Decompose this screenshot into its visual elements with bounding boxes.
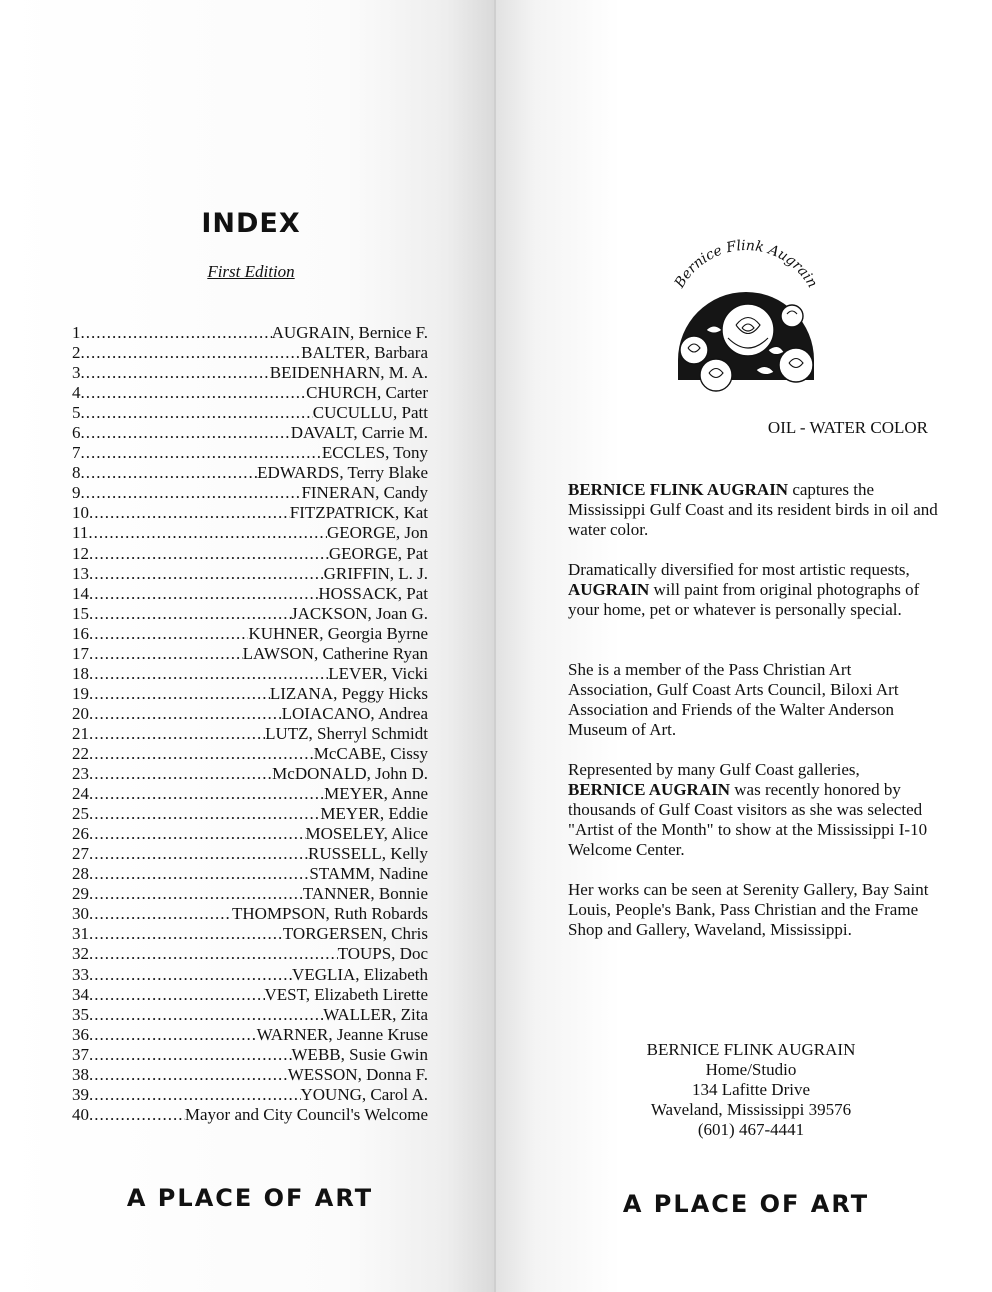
index-entry [72, 985, 428, 1005]
index-entry-number: 21 [72, 723, 89, 743]
index-entry-number: 33 [72, 964, 89, 984]
index-entry-number: 5 [72, 403, 81, 423]
contact-line-3: Waveland, Mississippi 39576 [650, 1100, 852, 1119]
contact-block [596, 1040, 906, 1140]
index-entry [72, 363, 428, 383]
rose-logo-icon [656, 230, 836, 400]
index-entry [72, 644, 428, 664]
index-entry-name: TORGERSEN, Chris [282, 924, 428, 944]
index-entry [72, 884, 428, 904]
index-leader-dots [81, 403, 313, 423]
index-entry-number: 13 [72, 563, 89, 583]
index-entry [72, 604, 428, 624]
index-leader-dots [89, 924, 283, 944]
index-entry [72, 1025, 428, 1045]
index-leader-dots [89, 704, 282, 724]
index-leader-dots [81, 323, 272, 343]
index-entry-number: 38 [72, 1064, 89, 1084]
index-leader-dots [81, 423, 291, 443]
index-entry-name: TOUPS, Doc [337, 944, 428, 964]
index-entry-name: YOUNG, Carol A. [300, 1084, 428, 1104]
index-entry [72, 904, 428, 924]
index-entry [72, 844, 428, 864]
contact-phone: (601) 467-4441 [697, 1120, 805, 1139]
right-footer-title: A PLACE OF ART [622, 1190, 870, 1218]
index-entry-name: THOMPSON, Ruth Robards [232, 904, 428, 924]
index-entry-number: 2 [72, 343, 81, 363]
index-entry [72, 483, 428, 503]
index-leader-dots [89, 1045, 292, 1065]
svg-text:Bernice Flink Augrain [671, 238, 820, 292]
index-entry-number: 24 [72, 784, 89, 804]
index-entry-name: LEVER, Vicki [328, 663, 428, 683]
index-entry-number: 37 [72, 1044, 89, 1064]
index-entry-number: 23 [72, 764, 89, 784]
index-entry-number: 10 [72, 503, 89, 523]
index-entry-number: 35 [72, 1004, 89, 1024]
index-entry [72, 944, 428, 964]
media-label: OIL - WATER COLOR [767, 418, 928, 437]
index-leader-dots [89, 864, 309, 884]
index-entry [72, 584, 428, 604]
index-leader-dots [81, 463, 258, 483]
index-entry-name: LOIACANO, Andrea [281, 703, 428, 723]
index-entry-name: LUTZ, Sherryl Schmidt [265, 723, 428, 743]
index-leader-dots [89, 1105, 185, 1125]
index-entry [72, 564, 428, 584]
index-entry-number: 14 [72, 583, 89, 603]
index-leader-dots [81, 383, 307, 403]
index-entry [72, 784, 428, 804]
index-entry-name: DAVALT, Carrie M. [290, 423, 428, 443]
index-entry-name: WALLER, Zita [323, 1004, 428, 1024]
index-entry-name: GEORGE, Pat [328, 543, 428, 563]
index-leader-dots [89, 664, 328, 684]
index-entry-name: MOSELEY, Alice [305, 824, 428, 844]
index-entry [72, 423, 428, 443]
index-entry-number: 27 [72, 844, 89, 864]
index-entry-number: 6 [72, 423, 81, 443]
index-entry-number: 9 [72, 483, 81, 503]
index-entry-number: 8 [72, 463, 81, 483]
index-entry [72, 1005, 428, 1025]
index-entry-number: 36 [72, 1024, 89, 1044]
index-entry-name: Mayor and City Council's Welcome [184, 1104, 428, 1124]
index-entry-number: 39 [72, 1084, 89, 1104]
index-entry-number: 29 [72, 884, 89, 904]
index-leader-dots [89, 944, 338, 964]
index-entry-number: 3 [72, 363, 81, 383]
paragraph-1-text: captures the Mississippi Gulf Coast and its resident birds in oil and water color. [568, 480, 938, 539]
index-leader-dots [89, 844, 308, 864]
contact-line-2: 134 Lafitte Drive [691, 1080, 810, 1099]
index-entry [72, 824, 428, 844]
index-entry [72, 1065, 428, 1085]
index-entry [72, 544, 428, 564]
index-entry-number: 25 [72, 804, 89, 824]
index-entry-number: 11 [72, 523, 89, 543]
index-entry-name: JACKSON, Joan G. [291, 603, 428, 623]
index-entry [72, 664, 428, 684]
index-entry-number: 28 [72, 864, 89, 884]
index-title: INDEX [201, 208, 301, 239]
index-list [72, 323, 428, 1125]
index-entry-number: 18 [72, 663, 89, 683]
paragraph-4-start: Represented by many Gulf Coast galleries, [568, 760, 860, 779]
artist-name-bold-2: BERNICE AUGRAIN [568, 780, 730, 799]
index-leader-dots [81, 363, 270, 383]
index-entry-name: VEST, Elizabeth Lirette [264, 984, 428, 1004]
index-entry-number: 31 [72, 924, 89, 944]
index-entry [72, 1045, 428, 1065]
index-entry-number: 20 [72, 703, 89, 723]
index-entry-name: TANNER, Bonnie [302, 884, 428, 904]
index-entry [72, 343, 428, 363]
index-leader-dots [89, 965, 292, 985]
right-page [496, 0, 992, 1292]
index-entry [72, 624, 428, 644]
artist-surname-bold: AUGRAIN [568, 580, 650, 599]
index-entry [72, 965, 428, 985]
index-leader-dots [89, 724, 265, 744]
left-footer-title: A PLACE OF ART [126, 1184, 374, 1212]
index-entry-name: GEORGE, Jon [326, 523, 428, 543]
index-leader-dots [89, 1005, 323, 1025]
index-entry [72, 684, 428, 704]
index-entry-name: MEYER, Anne [324, 784, 428, 804]
index-entry [72, 463, 428, 483]
index-entry-number: 12 [72, 543, 89, 563]
index-entry [72, 443, 428, 463]
index-leader-dots [89, 544, 329, 564]
paragraph-4 [568, 760, 938, 860]
index-entry-name: MEYER, Eddie [320, 804, 428, 824]
index-leader-dots [89, 1065, 288, 1085]
index-entry-name: RUSSELL, Kelly [308, 844, 428, 864]
index-entry-name: VEGLIA, Elizabeth [292, 964, 428, 984]
index-entry [72, 924, 428, 944]
index-leader-dots [81, 443, 322, 463]
index-leader-dots [89, 904, 232, 924]
index-entry [72, 1085, 428, 1105]
index-entry-name: BALTER, Barbara [301, 343, 428, 363]
index-entry-name: WEBB, Susie Gwin [291, 1044, 428, 1064]
index-entry-name: KUHNER, Georgia Byrne [248, 623, 428, 643]
index-entry-number: 16 [72, 623, 89, 643]
index-leader-dots [81, 483, 302, 503]
index-leader-dots [89, 884, 303, 904]
index-entry [72, 383, 428, 403]
index-entry-name: AUGRAIN, Bernice F. [271, 323, 428, 342]
index-leader-dots [89, 1025, 257, 1045]
index-entry-name: LAWSON, Catherine Ryan [242, 643, 428, 663]
index-entry [72, 1105, 428, 1125]
index-entry-name: McDONALD, John D. [272, 764, 428, 784]
index-entry [72, 403, 428, 423]
paragraph-2-text: will paint from original photographs of your home, pet or whatever is personally special. [568, 580, 920, 619]
index-entry-name: FINERAN, Candy [301, 483, 428, 503]
index-leader-dots [89, 744, 314, 764]
contact-line-1: Home/Studio [705, 1060, 797, 1079]
contact-name: BERNICE FLINK AUGRAIN [646, 1040, 856, 1059]
index-entry-name: EDWARDS, Terry Blake [257, 463, 428, 483]
index-leader-dots [89, 1085, 301, 1105]
index-leader-dots [89, 604, 291, 624]
index-entry-name: FITZPATRICK, Kat [289, 503, 428, 523]
paragraph-5: Her works can be seen at Serenity Gallery, Bay Saint Louis, People's Bank, Pass Christian and the Frame Shop and Gallery, Waveland, Mississippi. [568, 880, 929, 939]
index-entry-number: 30 [72, 904, 89, 924]
index-leader-dots [89, 564, 324, 584]
index-leader-dots [89, 624, 248, 644]
paragraph-3: She is a member of the Pass Christian Art Association, Gulf Coast Arts Council, Biloxi Art Association and Friends of the Walter Anderson Museum of Art. [568, 660, 899, 739]
index-entry [72, 764, 428, 784]
index-leader-dots [89, 804, 320, 824]
index-leader-dots [89, 985, 265, 1005]
paragraph-1 [568, 480, 938, 540]
logo-text: Bernice Flink Augrain [671, 237, 821, 291]
index-leader-dots [81, 343, 302, 363]
index-leader-dots [89, 584, 318, 604]
index-entry [72, 704, 428, 724]
index-entry-number: 1 [72, 323, 81, 342]
index-entry-name: McCABE, Cissy [313, 743, 428, 763]
index-entry-number: 34 [72, 984, 89, 1004]
index-entry [72, 503, 428, 523]
index-entry-name: GRIFFIN, L. J. [323, 563, 428, 583]
index-leader-dots [89, 684, 270, 704]
index-entry-number: 22 [72, 743, 89, 763]
index-leader-dots [89, 784, 324, 804]
index-leader-dots [89, 764, 272, 784]
paragraph-2-start: Dramatically diversified for most artistic requests, [568, 560, 910, 579]
index-entry [72, 323, 428, 343]
artist-name-bold: BERNICE FLINK AUGRAIN [568, 480, 789, 499]
index-leader-dots [89, 824, 306, 844]
index-leader-dots [89, 644, 243, 664]
index-entry-number: 26 [72, 824, 89, 844]
index-entry-number: 15 [72, 603, 89, 623]
paragraph-2 [568, 560, 938, 620]
index-entry-number: 7 [72, 443, 81, 463]
index-entry-name: WESSON, Donna F. [287, 1064, 428, 1084]
index-entry-name: STAMM, Nadine [309, 864, 428, 884]
index-entry-name: WARNER, Jeanne Kruse [256, 1024, 428, 1044]
index-entry-number: 19 [72, 683, 89, 703]
index-entry [72, 744, 428, 764]
index-entry-name: CUCULLU, Patt [312, 403, 428, 423]
index-entry-number: 17 [72, 643, 89, 663]
index-entry-name: ECCLES, Tony [321, 443, 428, 463]
index-entry [72, 864, 428, 884]
paragraph-4-text: was recently honored by thousands of Gulf Coast visitors as she was selected "Artist of the Month" to show at the Mississippi I-10 Welcome Center. [568, 780, 928, 859]
edition-subtitle: First Edition [207, 262, 295, 281]
index-entry-name: BEIDENHARN, M. A. [269, 363, 428, 383]
index-entry-name: LIZANA, Peggy Hicks [269, 683, 428, 703]
index-entry-number: 40 [72, 1104, 89, 1124]
index-entry-number: 4 [72, 383, 81, 403]
index-entry [72, 523, 428, 543]
index-entry-number: 32 [72, 944, 89, 964]
index-entry [72, 804, 428, 824]
index-leader-dots [88, 523, 327, 543]
index-leader-dots [89, 503, 290, 523]
index-entry [72, 724, 428, 744]
index-entry-name: CHURCH, Carter [306, 383, 428, 403]
index-entry-name: HOSSACK, Pat [318, 583, 428, 603]
